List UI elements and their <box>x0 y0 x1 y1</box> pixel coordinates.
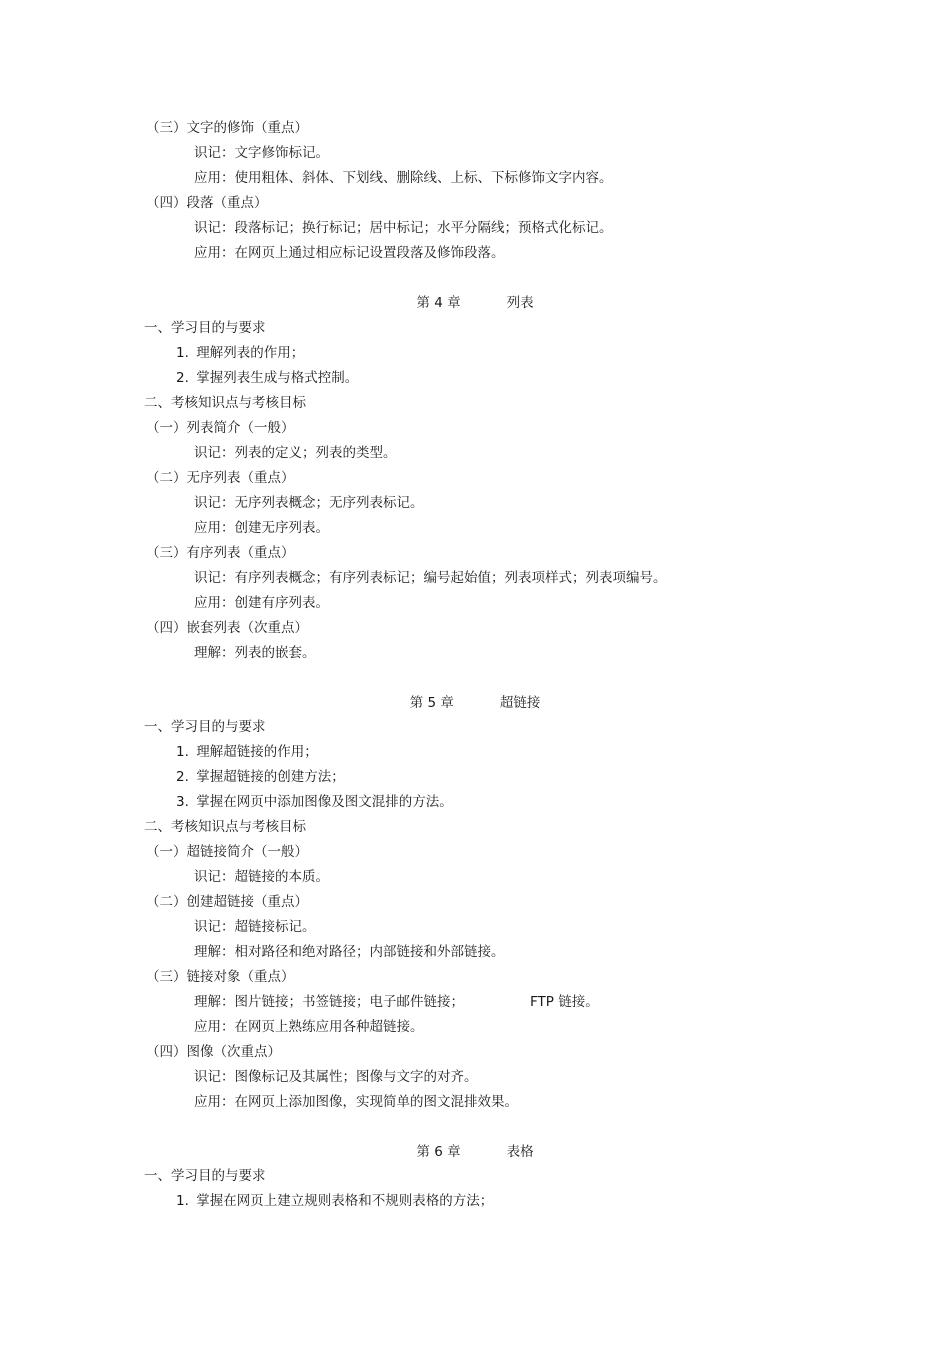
apply-item: 应用：在网页上熟练应用各种超链接。 <box>194 1019 424 1035</box>
goal-item <box>176 793 453 811</box>
goal-text: 理解超链接的作用； <box>196 744 318 760</box>
chapter-title: 超链接 <box>499 695 541 711</box>
goal-number: 1. <box>176 345 189 361</box>
recall-item: 识记：无序列表概念；无序列表标记。 <box>194 495 424 511</box>
section-heading: （三）链接对象（重点） <box>146 969 295 985</box>
chapter-heading <box>0 1143 950 1161</box>
goal-item <box>176 1192 493 1210</box>
recall-item: 识记：文字修饰标记。 <box>194 145 329 161</box>
goal-text: 掌握超链接的创建方法； <box>196 769 345 785</box>
chapter-number: 第 4 章 <box>416 295 461 311</box>
goal-text: 掌握在网页中添加图像及图文混排的方法。 <box>196 794 453 810</box>
part-heading: 二、考核知识点与考核目标 <box>144 395 306 411</box>
section-heading: （三）有序列表（重点） <box>146 545 295 561</box>
goal-item <box>176 768 345 786</box>
chapter-title: 表格 <box>506 1144 534 1160</box>
recall-item: 识记：超链接标记。 <box>194 919 316 935</box>
chapter-number: 第 6 章 <box>416 1144 461 1160</box>
goal-text: 掌握在网页上建立规则表格和不规则表格的方法； <box>196 1193 494 1209</box>
section-heading: （一）超链接简介（一般） <box>146 844 308 860</box>
goal-number: 1. <box>176 1193 189 1209</box>
understand-item: 理解：图片链接；书签链接；电子邮件链接； <box>194 994 464 1010</box>
chapter-heading <box>0 694 950 712</box>
goal-number: 3. <box>176 794 189 810</box>
goal-item <box>176 743 318 761</box>
recall-item: 识记：有序列表概念；有序列表标记；编号起始值；列表项样式；列表项编号。 <box>194 570 667 586</box>
recall-item: 识记：超链接的本质。 <box>194 869 329 885</box>
apply-item: 应用：创建有序列表。 <box>194 595 329 611</box>
apply-item: 应用：在网页上通过相应标记设置段落及修饰段落。 <box>194 245 505 261</box>
goal-number: 1. <box>176 744 189 760</box>
section-heading: （一）列表简介（一般） <box>146 420 295 436</box>
chapter-number: 第 5 章 <box>409 695 454 711</box>
understand-item: 理解：相对路径和绝对路径；内部链接和外部链接。 <box>194 944 505 960</box>
section-heading: （四）图像（次重点） <box>146 1044 281 1060</box>
recall-item: 识记：段落标记；换行标记；居中标记；水平分隔线；预格式化标记。 <box>194 220 613 236</box>
goal-text: 理解列表的作用； <box>196 345 305 361</box>
goal-item <box>176 369 358 387</box>
section-heading: （二）创建超链接（重点） <box>146 894 308 910</box>
chapter-heading <box>0 294 950 312</box>
section-heading: （三）文字的修饰（重点） <box>146 120 308 136</box>
chapter-title: 列表 <box>506 295 534 311</box>
goal-number: 2. <box>176 370 189 386</box>
apply-item: 应用：在网页上添加图像，实现简单的图文混排效果。 <box>194 1094 518 1110</box>
goal-number: 2. <box>176 769 189 785</box>
goal-text: 掌握列表生成与格式控制。 <box>196 370 359 386</box>
part-heading: 二、考核知识点与考核目标 <box>144 819 306 835</box>
section-heading: （四）段落（重点） <box>146 195 268 211</box>
section-heading: （二）无序列表（重点） <box>146 470 295 486</box>
understand-item-ftp: FTP 链接。 <box>530 994 599 1010</box>
apply-item: 应用：使用粗体、斜体、下划线、删除线、上标、下标修饰文字内容。 <box>194 170 613 186</box>
section-heading: （四）嵌套列表（次重点） <box>146 620 308 636</box>
understand-item: 理解：列表的嵌套。 <box>194 645 316 661</box>
apply-item: 应用：创建无序列表。 <box>194 520 329 536</box>
recall-item: 识记：列表的定义；列表的类型。 <box>194 445 397 461</box>
part-heading: 一、学习目的与要求 <box>144 719 266 735</box>
part-heading: 一、学习目的与要求 <box>144 1168 266 1184</box>
part-heading: 一、学习目的与要求 <box>144 320 266 336</box>
recall-item: 识记：图像标记及其属性；图像与文字的对齐。 <box>194 1069 478 1085</box>
goal-item <box>176 344 304 362</box>
